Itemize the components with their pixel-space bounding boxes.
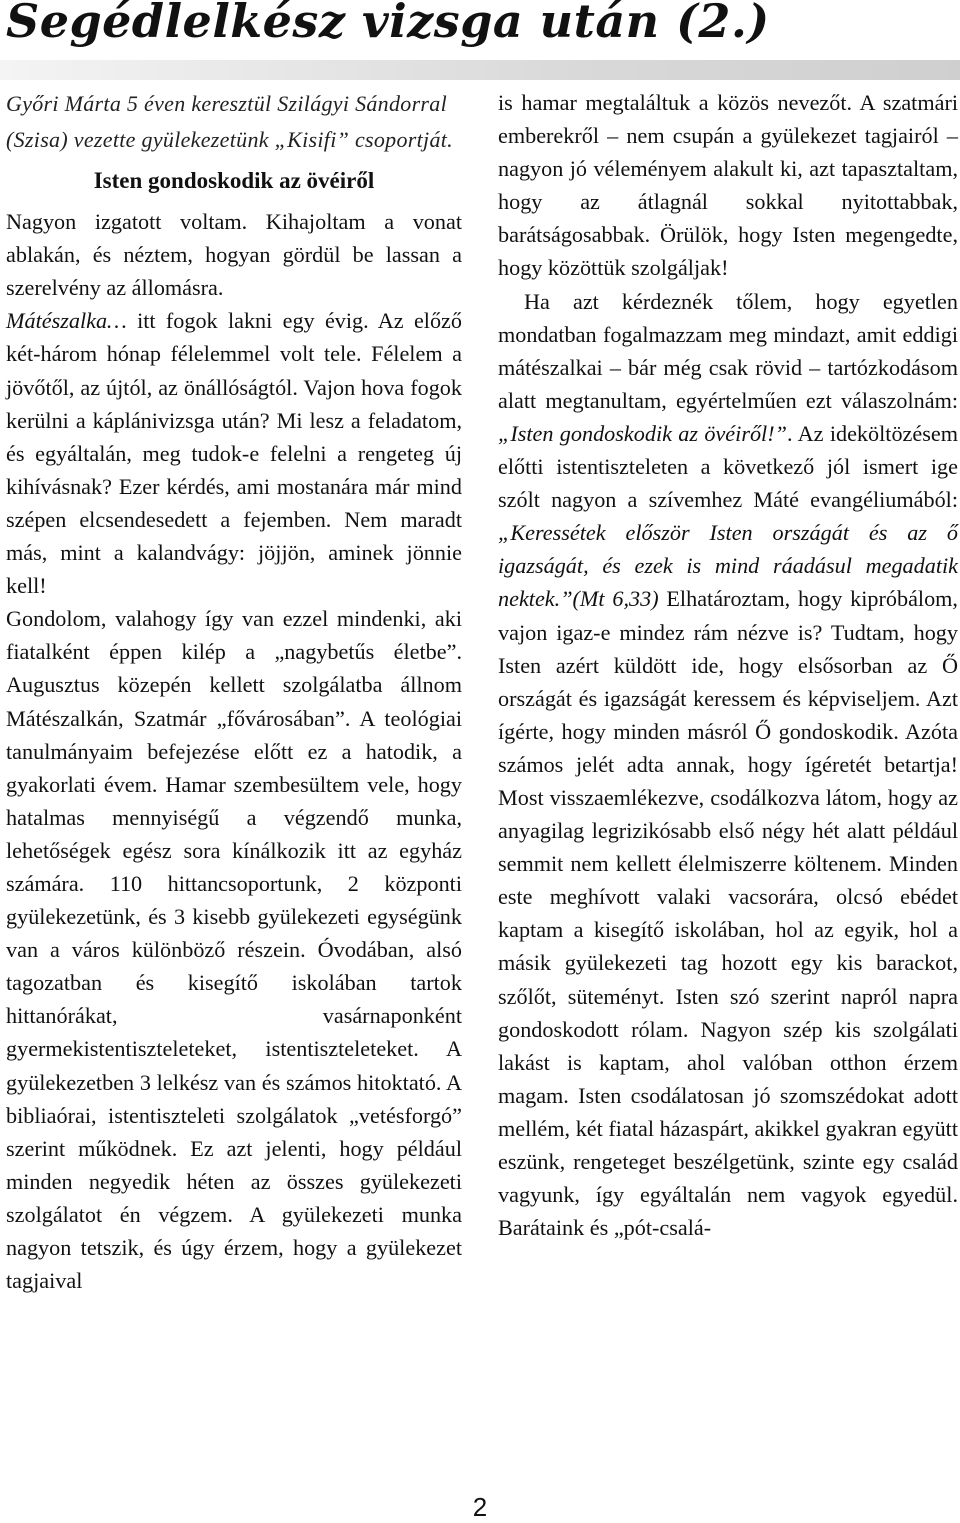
left-column: [6, 86, 462, 1297]
right-column: [498, 86, 958, 1244]
bible-quote: „Keressétek először Isten országát és az ő igazságát, és ezek is mind ráadásul megadatik nektek.”: [498, 520, 958, 612]
place-name: Mátészalka…: [6, 308, 127, 334]
intro-text: Győri Márta 5 éven keresztül Szilágyi Sándorral (Szisa) vezette gyülekezetünk „Kisifi” csoportját.: [6, 91, 453, 152]
body-text: Ha azt kérdeznék tőlem, hogy egyetlen mondatban fogalmazzam meg mindazt, amit eddigi mátészalkai – bár még csak rövid – tartózkodásom alatt megtanultam, egyértelműen ezt válaszolnám:: [498, 288, 958, 413]
title-underline-band: [0, 60, 960, 80]
body-text: . Az ideköltözésem előtti istentiszteleten a következő jól ismert ige szólt nagyon a szívemhez Máté evangéliumából:: [498, 420, 958, 513]
body-paragraph: Gondolom, valahogy így van ezzel mindenki, aki fiatalként éppen kilép a „nagybetűs életbe”. Augusztus közepén kellett szolgálatba állnom Mátészalkán, Szatmár „fővárosában”. A teológiai tanulmányaim befejezése előtt ez a hatodik, a gyakorlati évem. Hamar szembesültem vele, hogy hatalmas mennyiségű a végzendő munka, lehetőségek egész sora kínálkozik itt az egyház számára. 110 hittancsoportunk, 2 központi gyülekezetünk, és 3 kisebb gyülekezeti egységünk van a város különböző részein. Óvodában, alsó tagozatban és kisegítő iskolában tartok hittanórákat, vasárnaponként gyermekistentiszteleteket, istentiszteleteket. A gyülekezetben 3 lelkész van és számos hitoktató. A bibliaórai, istentiszteleti szolgálatok „vetésforgó” szerint működnek. Ez azt jelenti, hogy például minden negyedik héten az összes gyülekezeti szolgálatot én végzem. A gyülekezeti munka nagyon tetszik, és úgy érzem, hogy a gyülekezet tagjaival: [6, 606, 462, 1294]
body-paragraph: Nagyon izgatott voltam. Kihajoltam a vonat ablakán, és néztem, hogyan gördül be lassan a szerelvény az állomásra.: [6, 209, 462, 301]
body-text: Elhatároztam, hogy kipróbálom, vajon igaz-e mindez rám nézve is? Tudtam, hogy Isten azért küldött ide, hogy elsősorban az Ő országát és igazságát keressem és képviseljem. Azt ígérte, hogy minden másról Ő gondoskodik. Azóta számos jelét adta annak, hogy ígéretét betartja! Most visszaemlékezve, csodálkozva látom, hogy az anyagilag legrizikósabb első négy hét alatt például semmit nem kellett élelmiszerre költenem. Minden este meghívott valaki vacsorára, olcsó ebédet kaptam a kisegítő iskolában, hol az egyik, hol a másik gyülekezeti tag hozott egy kis barackot, szőlőt, süteményt. Isten szó szerint napról napra gondoskodott rólam. Nagyon szép kis szolgálati lakást is kaptam, ahol valóban otthon érzem magam. Isten csodálatosan jó szomszédokat adott mellém, két fiatal házaspárt, akikkel gyakran együtt eszünk, rengeteget beszélgetünk, szinte egy család vagyunk, így egyáltalán nem vagyok egyedül. Barátaink és „pót-csalá-: [498, 586, 958, 1241]
bible-reference: (Mt 6,33): [572, 586, 659, 612]
body-paragraph: [498, 285, 958, 1245]
article-title: Segédlelkész vizsga után (2.): [6, 0, 770, 48]
highlighted-quote: „Isten gondoskodik az övéiről!”: [498, 420, 787, 446]
page-number: 2: [472, 1492, 488, 1522]
body-paragraph: [6, 304, 462, 602]
body-paragraph: is hamar megtaláltuk a közös nevezőt. A szatmári emberekről – nem csupán a gyülekezet tagjairól – nagyon jó véleményem alakult ki, azt tapasztaltam, hogy az átlagnál sokkal nyitottabbak, barátságosabbak. Örülök, hogy Isten megengedte, hogy közöttük szolgáljak!: [498, 90, 958, 281]
body-text: itt fogok lakni egy évig. Az előző két-három hónap félelemmel volt tele. Félelem a jövőtől, az újtól, az önállóságtól. Vajon hova fogok kerülni a káplánivizsga után? Mi lesz a feladatom, és egyáltalán, meg tudok-e felelni a rengeteg új kihívásnak? Ezer kérdés, ami mostanára már mind szépen elcsendesedett a fejemben. Nem maradt más, mint a kalandvágy: jöjjön, aminek jönnie kell!: [6, 308, 462, 599]
section-subheading: Isten gondoskodik az övéiről: [93, 168, 375, 193]
